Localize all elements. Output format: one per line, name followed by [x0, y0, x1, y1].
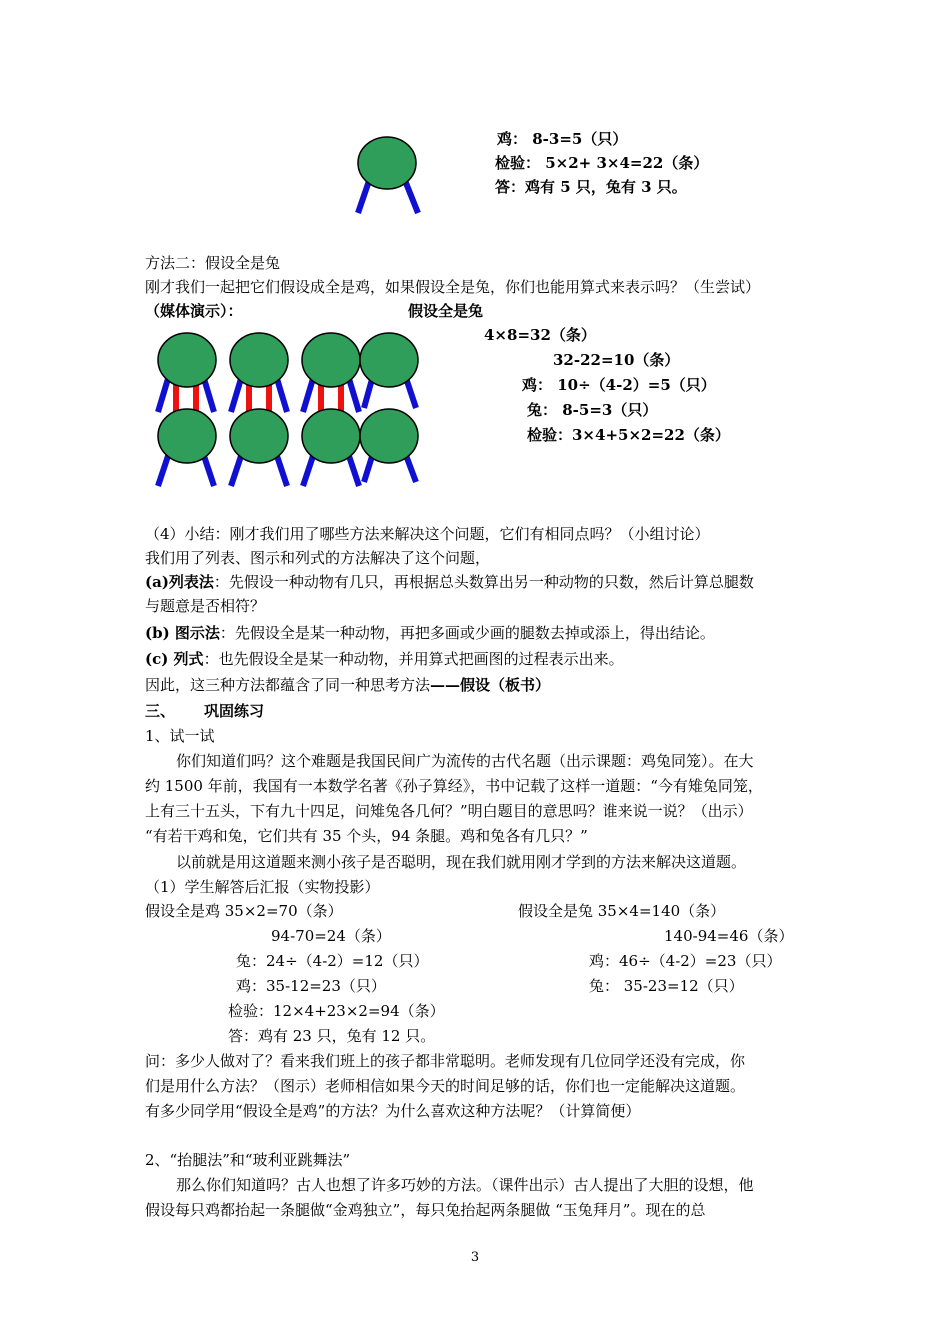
- assume-rabbit-label: 假设全是兔: [408, 302, 484, 320]
- right-calc-3: 鸡：46÷（4-2）=23（只）: [589, 952, 782, 970]
- top-calc-answer: 答：鸡有 5 只，兔有 3 只。: [495, 178, 687, 196]
- summary-statement: 我们用了列表、图示和列式的方法解决了这个问题，: [145, 549, 491, 567]
- page-number: 3: [470, 1250, 480, 1265]
- method2-title: 方法二：假设全是兔: [145, 254, 281, 272]
- summary-conclusion: 因此，这三种方法都蕴含了同一种思考方法——假设（板书）: [145, 676, 551, 694]
- right-calc-4: 兔： 35-23=12（只）: [589, 977, 744, 995]
- left-calc-4: 鸡：35-12=23（只）: [236, 977, 386, 995]
- method2-intro: 刚才我们一起把它们假设成全是鸡，如果假设全是兔，你们也能用算式来表示吗？（生尝试）: [145, 278, 761, 296]
- left-calc-1: 假设全是鸡 35×2=70（条）: [145, 902, 343, 920]
- section3-heading: 巩固练习: [204, 702, 265, 720]
- subsection-leg-methods: 2、“抬腿法”和“玻利亚跳舞法”: [145, 1151, 351, 1169]
- table-method-label: (a)列表法: [145, 573, 214, 591]
- left-calc-5: 检验：12×4+23×2=94（条）: [228, 1002, 445, 1020]
- right-calc-1: 假设全是兔 35×4=140（条）: [518, 902, 726, 920]
- practice-intro: 以前就是用这道题来测小孩子是否聪明，现在我们就用刚才学到的方法来解决这道题。: [176, 853, 747, 871]
- right-calc-2: 140-94=46（条）: [664, 927, 794, 945]
- ancient-line-2: 假设每只鸡都抬起一条腿做“金鸡独立”，每只兔抬起两条腿做 “玉兔拜月”。现在的总: [145, 1201, 706, 1219]
- story-line-2: 约 1500 年前，我国有一本数学名著《孙子算经》，书中记载了这样一道题：“今有雉兔同笼，: [145, 777, 763, 795]
- student-report: （1）学生解答后汇报（实物投影）: [145, 878, 380, 896]
- top-calc-check: 检验： 5×2+ 3×4=22（条）: [495, 154, 709, 172]
- section3-heading-num: 三、: [145, 702, 176, 720]
- story-line-1: 你们知道们吗？这个难题是我国民间广为流传的古代名题（出示课题：鸡兔同笼）。在大: [176, 752, 754, 770]
- summary-diagram-method: (b) 图示法：先假设全是某一种动物，再把多画或少画的腿数去掉或添上，得出结论。: [145, 624, 715, 642]
- story-line-3: 上有三十五头，下有九十四足，问雉兔各几何？”明白题目的意思吗？谁来说一说？（出示）: [145, 802, 753, 820]
- rabbit-calc-2: 32-22=10（条）: [553, 351, 680, 369]
- ancient-line-1: 那么你们知道吗？古人也想了许多巧妙的方法。（课件出示）古人提出了大胆的设想，他: [176, 1176, 754, 1194]
- rabbit-calc-4: 兔： 8-5=3（只）: [527, 401, 658, 419]
- question-line-3: 有多少同学用“假设全是鸡”的方法？为什么喜欢这种方法呢？（计算简便）: [145, 1102, 641, 1120]
- left-calc-6: 答：鸡有 23 只，兔有 12 只。: [228, 1027, 436, 1045]
- summary-table-method-cont: 与题意是否相符？: [145, 597, 266, 615]
- summary-table-method: (a)列表法：先假设一种动物有几只，再根据总头数算出另一种动物的只数，然后计算总腿数: [145, 573, 754, 591]
- top-calc-chicken: 鸡： 8-3=5（只）: [497, 130, 628, 148]
- media-demo-label: （媒体演示）：: [145, 302, 243, 320]
- rabbit-calc-3: 鸡： 10÷（4-2）=5（只）: [522, 376, 716, 394]
- story-line-4: “有若干鸡和兔，它们共有 35 个头，94 条腿。鸡和兔各有几只？”: [145, 827, 588, 845]
- rabbit-calc-5: 检验：3×4+5×2=22（条）: [527, 426, 730, 444]
- left-calc-2: 94-70=24（条）: [271, 927, 391, 945]
- summary-formula-method: (c) 列式：也先假设全是某一种动物，并用算式把画图的过程表示出来。: [145, 650, 624, 668]
- rabbit-calc-1: 4×8=32（条）: [484, 326, 596, 344]
- left-calc-3: 兔：24÷（4-2）=12（只）: [236, 952, 429, 970]
- question-line-1: 问：多少人做对了？看来我们班上的孩子都非常聪明。老师发现有几位同学还没有完成，你: [145, 1052, 746, 1070]
- question-line-2: 们是用什么方法？（图示）老师相信如果今天的时间足够的话，你们也一定能解决这道题。: [145, 1077, 746, 1095]
- diagram-method-label: (b) 图示法: [145, 624, 220, 642]
- summary-question: （4）小结：刚才我们用了哪些方法来解决这个问题，它们有相同点吗？（小组讨论）: [145, 525, 710, 543]
- subsection-try: 1、试一试: [145, 727, 215, 745]
- formula-method-label: (c) 列式: [145, 650, 204, 668]
